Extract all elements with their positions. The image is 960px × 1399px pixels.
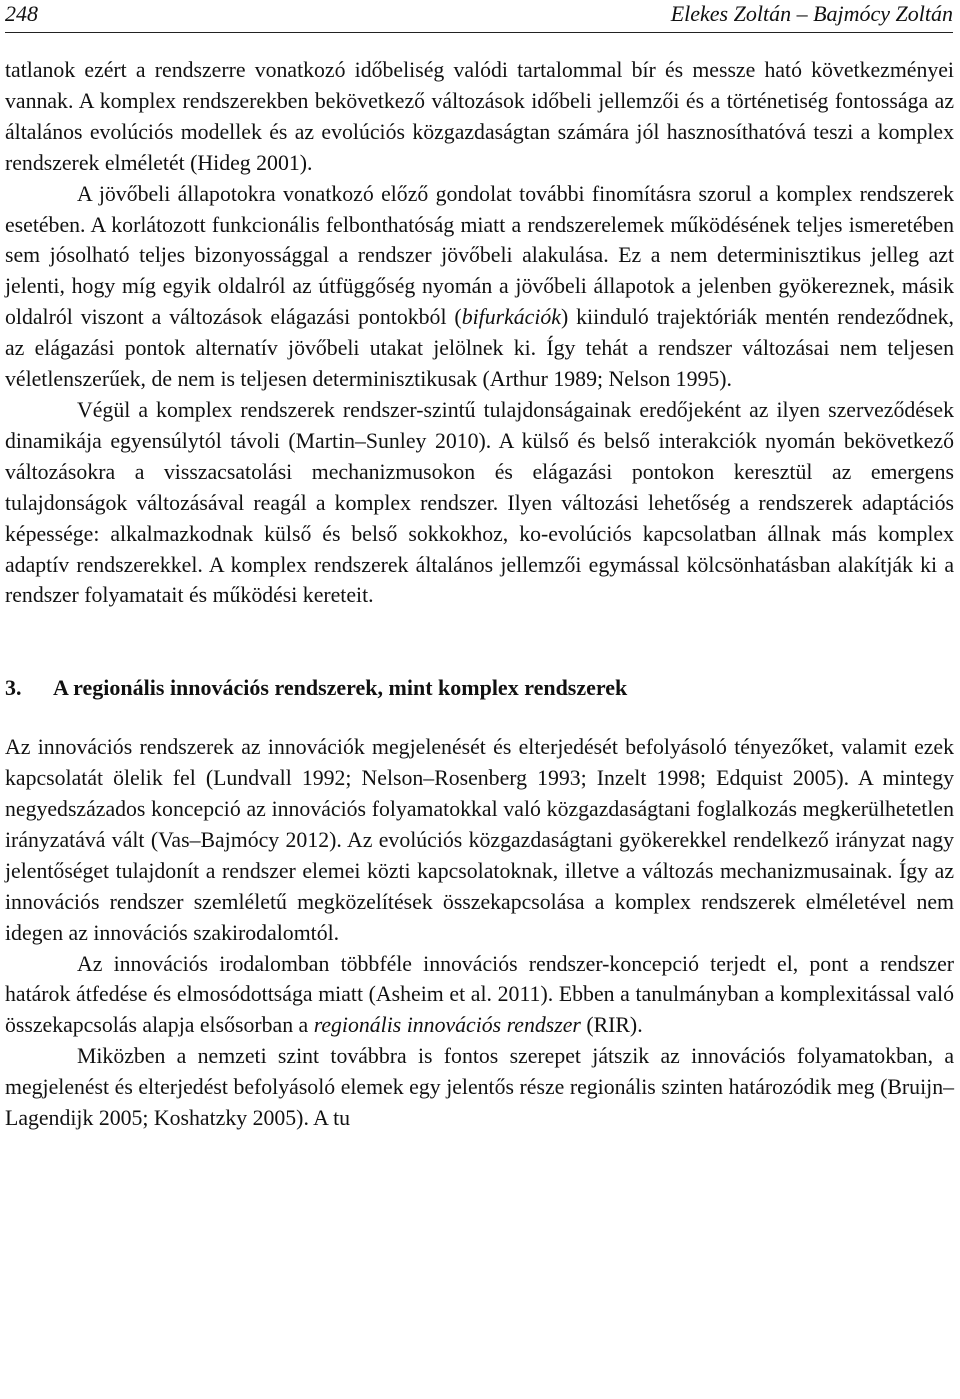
running-header — [5, 0, 953, 33]
emphasis-term: regionális innovációs rendszer — [313, 1013, 581, 1038]
paragraph-continued: tatlanok ezért a rendszerre vonatkozó időbeliség valódi tartalommal bír és messze ható következményei vannak. A komplex rendszerekben bekövetkező változások időbeli jellemzői és a történetiség fontossága az általános evolúciós modellek és az evolúciós közgazdaságtan számára jól hasznosíthatóvá teszi a komplex rendszerek elméletét (Hideg 2001). — [5, 58, 954, 175]
paragraph: Az innovációs rendszerek az innovációk megjelenését és elterjedését befolyásoló tényezőket, valamit ezek kapcsolatát ölelik fel (Lundvall 1992; Nelson–Rosenberg 1993; Inzelt 1998; Edquist 2005). A mintegy negyedszázados koncepció az innovációs folyamatokkal való közgazdaságtani foglalkozás megkerülhetetlen irányzatává vált (Vas–Bajmócy 2012). Az evolúciós közgazdaságtani gyökerekkel rendelkező irányzat nagy jelentőséget tulajdonít a rendszer elemei közti kapcsolatoknak, illetve a változás mechanizmusainak. Így az innovációs rendszer szemléletű megközelítések összekapcsolása a komplex rendszerek elméletével nem idegen az innovációs szakirodalomtól. — [5, 735, 954, 945]
paragraph-text: ) kiinduló trajektóriák mentén rendeződnek, az elágazási pontok alternatív jövőbeli utakat jelölnek ki. Így tehát a rendszer változásai nem teljesen véletlenszerűek, de nem is teljesen determinisztikusak (Arthur 1989; Nelson 1995). — [5, 305, 954, 392]
article-body — [5, 55, 954, 1134]
paragraph: Miközben a nemzeti szint továbbra is fontos szerepet játszik az innovációs folyamatokban, a megjelenést és elterjedést befolyásoló elemek egy jelentős része regionális szinten határozódik meg (Bruijn–Lagendijk 2005; Koshatzky 2005). A tu — [5, 1044, 954, 1131]
section-heading — [5, 673, 954, 704]
running-header-authors: Elekes Zoltán – Bajmócy Zoltán — [670, 1, 953, 26]
section-number: 3. — [5, 675, 22, 701]
page-number: 248 — [5, 1, 38, 26]
paragraph-text: A jövőbeli állapotokra vonatkozó előző gondolat további finomításra szorul a komplex rendszerek esetében. A korlátozott funkcionális felbonthatóság miatt a rendszerelemek működésének teljes ismeretében sem jósolható teljes bizonyossággal a rendszer jövőbeli alakulása. Ez a nem determinisztikus jelleg azt jelenti, hogy míg egyik oldalról az útfüggőség nyomán a jövőbeli állapotok a jelenben gyökereznek, másik oldalról viszont a változások elágazási pontokból ( — [5, 181, 954, 330]
emphasis-term: bifurkációk — [461, 305, 561, 330]
paragraph — [5, 949, 954, 1042]
paragraph-text: (RIR). — [580, 1013, 643, 1038]
paragraph — [5, 179, 954, 395]
paragraph: Végül a komplex rendszerek rendszer-szintű tulajdonságainak eredőjeként az ilyen szerveződések dinamikája egyensúlytól távoli (Martin–Sunley 2010). A külső és belső interakciók nyomán bekövetkező változásokra a visszacsatolási mechanizmusokon és elágazási pontokon keresztül az emergens tulajdonságok változásával reagál a komplex rendszer. Ilyen változási lehetőség a rendszerek adaptációs képessége: alkalmazkodnak külső és belső sokkokhoz, ko-evolúciós kapcsolatban állnak más komplex adaptív rendszerekkel. A komplex rendszerek általános jellemzői egymással kölcsönhatásban alakítják ki a rendszer folyamatait és működési kereteit. — [5, 397, 954, 608]
paragraph-text: Az innovációs irodalomban többféle innovációs rendszer-koncepció terjedt el, pont a rendszer határok átfedése és elmosódottsága miatt (Asheim et al. 2011). Ebben a tanulmányban a komplexitással való összekapcsolás alapja elsősorban a — [5, 951, 954, 1038]
section-title: A regionális innovációs rendszerek, mint komplex rendszerek — [53, 675, 628, 701]
